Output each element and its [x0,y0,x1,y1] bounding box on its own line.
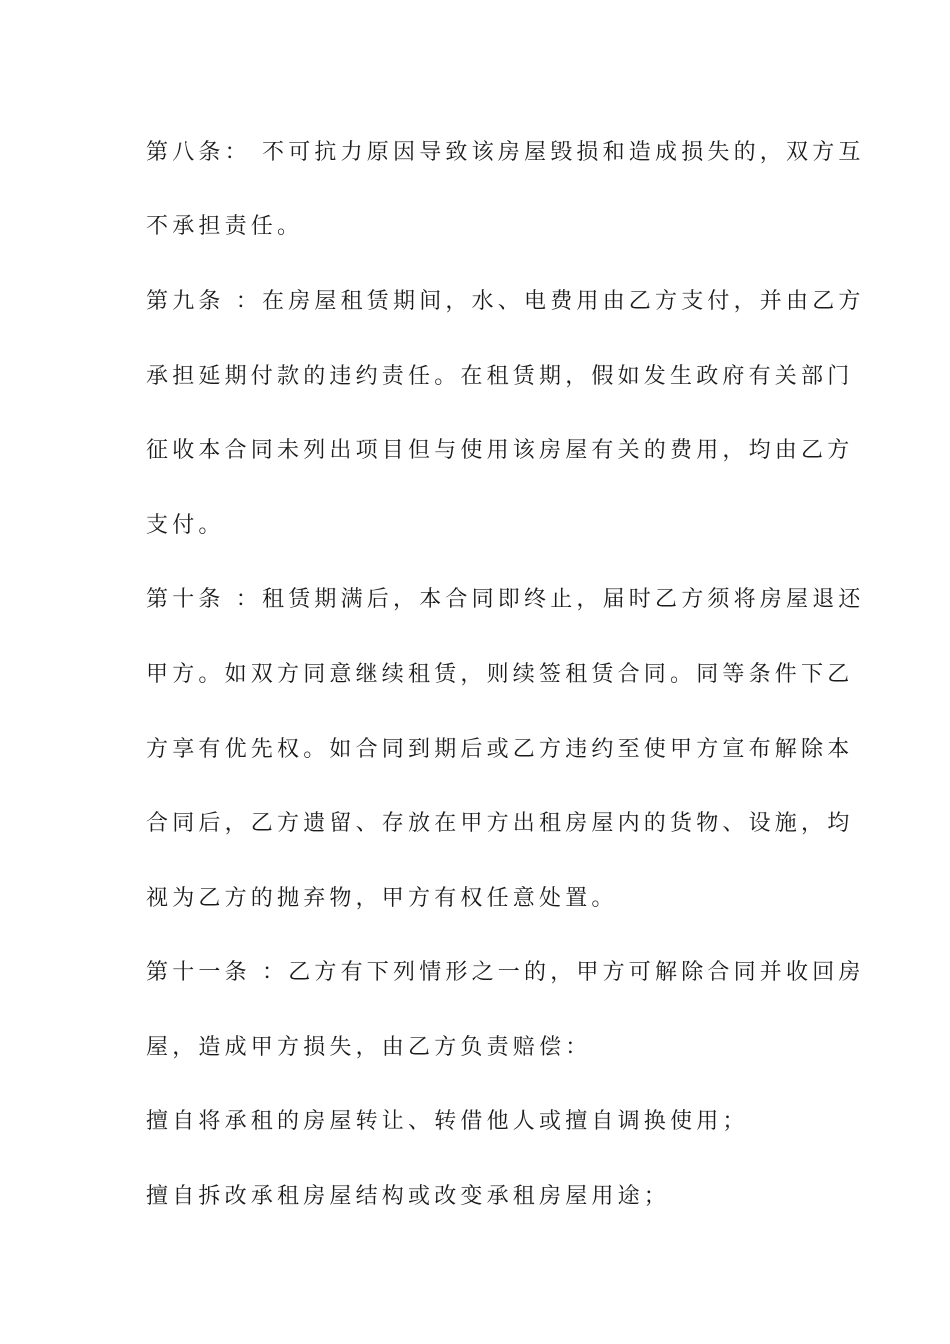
clause-11-line-1: 第十一条 ：乙方有下列情形之一的，甲方可解除合同并收回房 [146,960,865,985]
clause-10-line-3: 方享有优先权。如合同到期后或乙方违约至使甲方宣布解除本 [146,737,854,762]
clause-9-line-4: 支付。 [146,513,225,538]
clause-11-item-1: 擅自将承租的房屋转让、转借他人或擅自调换使用； [146,1109,749,1134]
clause-9-line-1: 第九条 ：在房屋租赁期间，水、电费用由乙方支付，并由乙方 [146,289,865,314]
clause-10-line-4: 合同后，乙方遗留、存放在甲方出租房屋内的货物、设施，均 [146,811,854,836]
clause-10-line-5: 视为乙方的抛弃物，甲方有权任意处置。 [146,886,618,911]
clause-10-line-1: 第十条 ：租赁期满后，本合同即终止，届时乙方须将房屋退还 [146,587,865,612]
clause-9-line-2: 承担延期付款的违约责任。在租赁期，假如发生政府有关部门 [146,364,854,389]
clause-11-line-2: 屋，造成甲方损失，由乙方负责赔偿： [146,1035,592,1060]
clause-8-line-2: 不承担责任。 [146,214,304,239]
clause-10-line-2: 甲方。如双方同意继续租赁，则续签租赁合同。同等条件下乙 [146,662,854,687]
clause-8-line-1: 第八条： 不可抗力原因导致该房屋毁损和造成损失的，双方互 [146,140,865,165]
clause-9-line-3: 征收本合同未列出项目但与使用该房屋有关的费用，均由乙方 [146,438,854,463]
clause-11-item-2: 擅自拆改承租房屋结构或改变承租房屋用途； [146,1184,671,1209]
